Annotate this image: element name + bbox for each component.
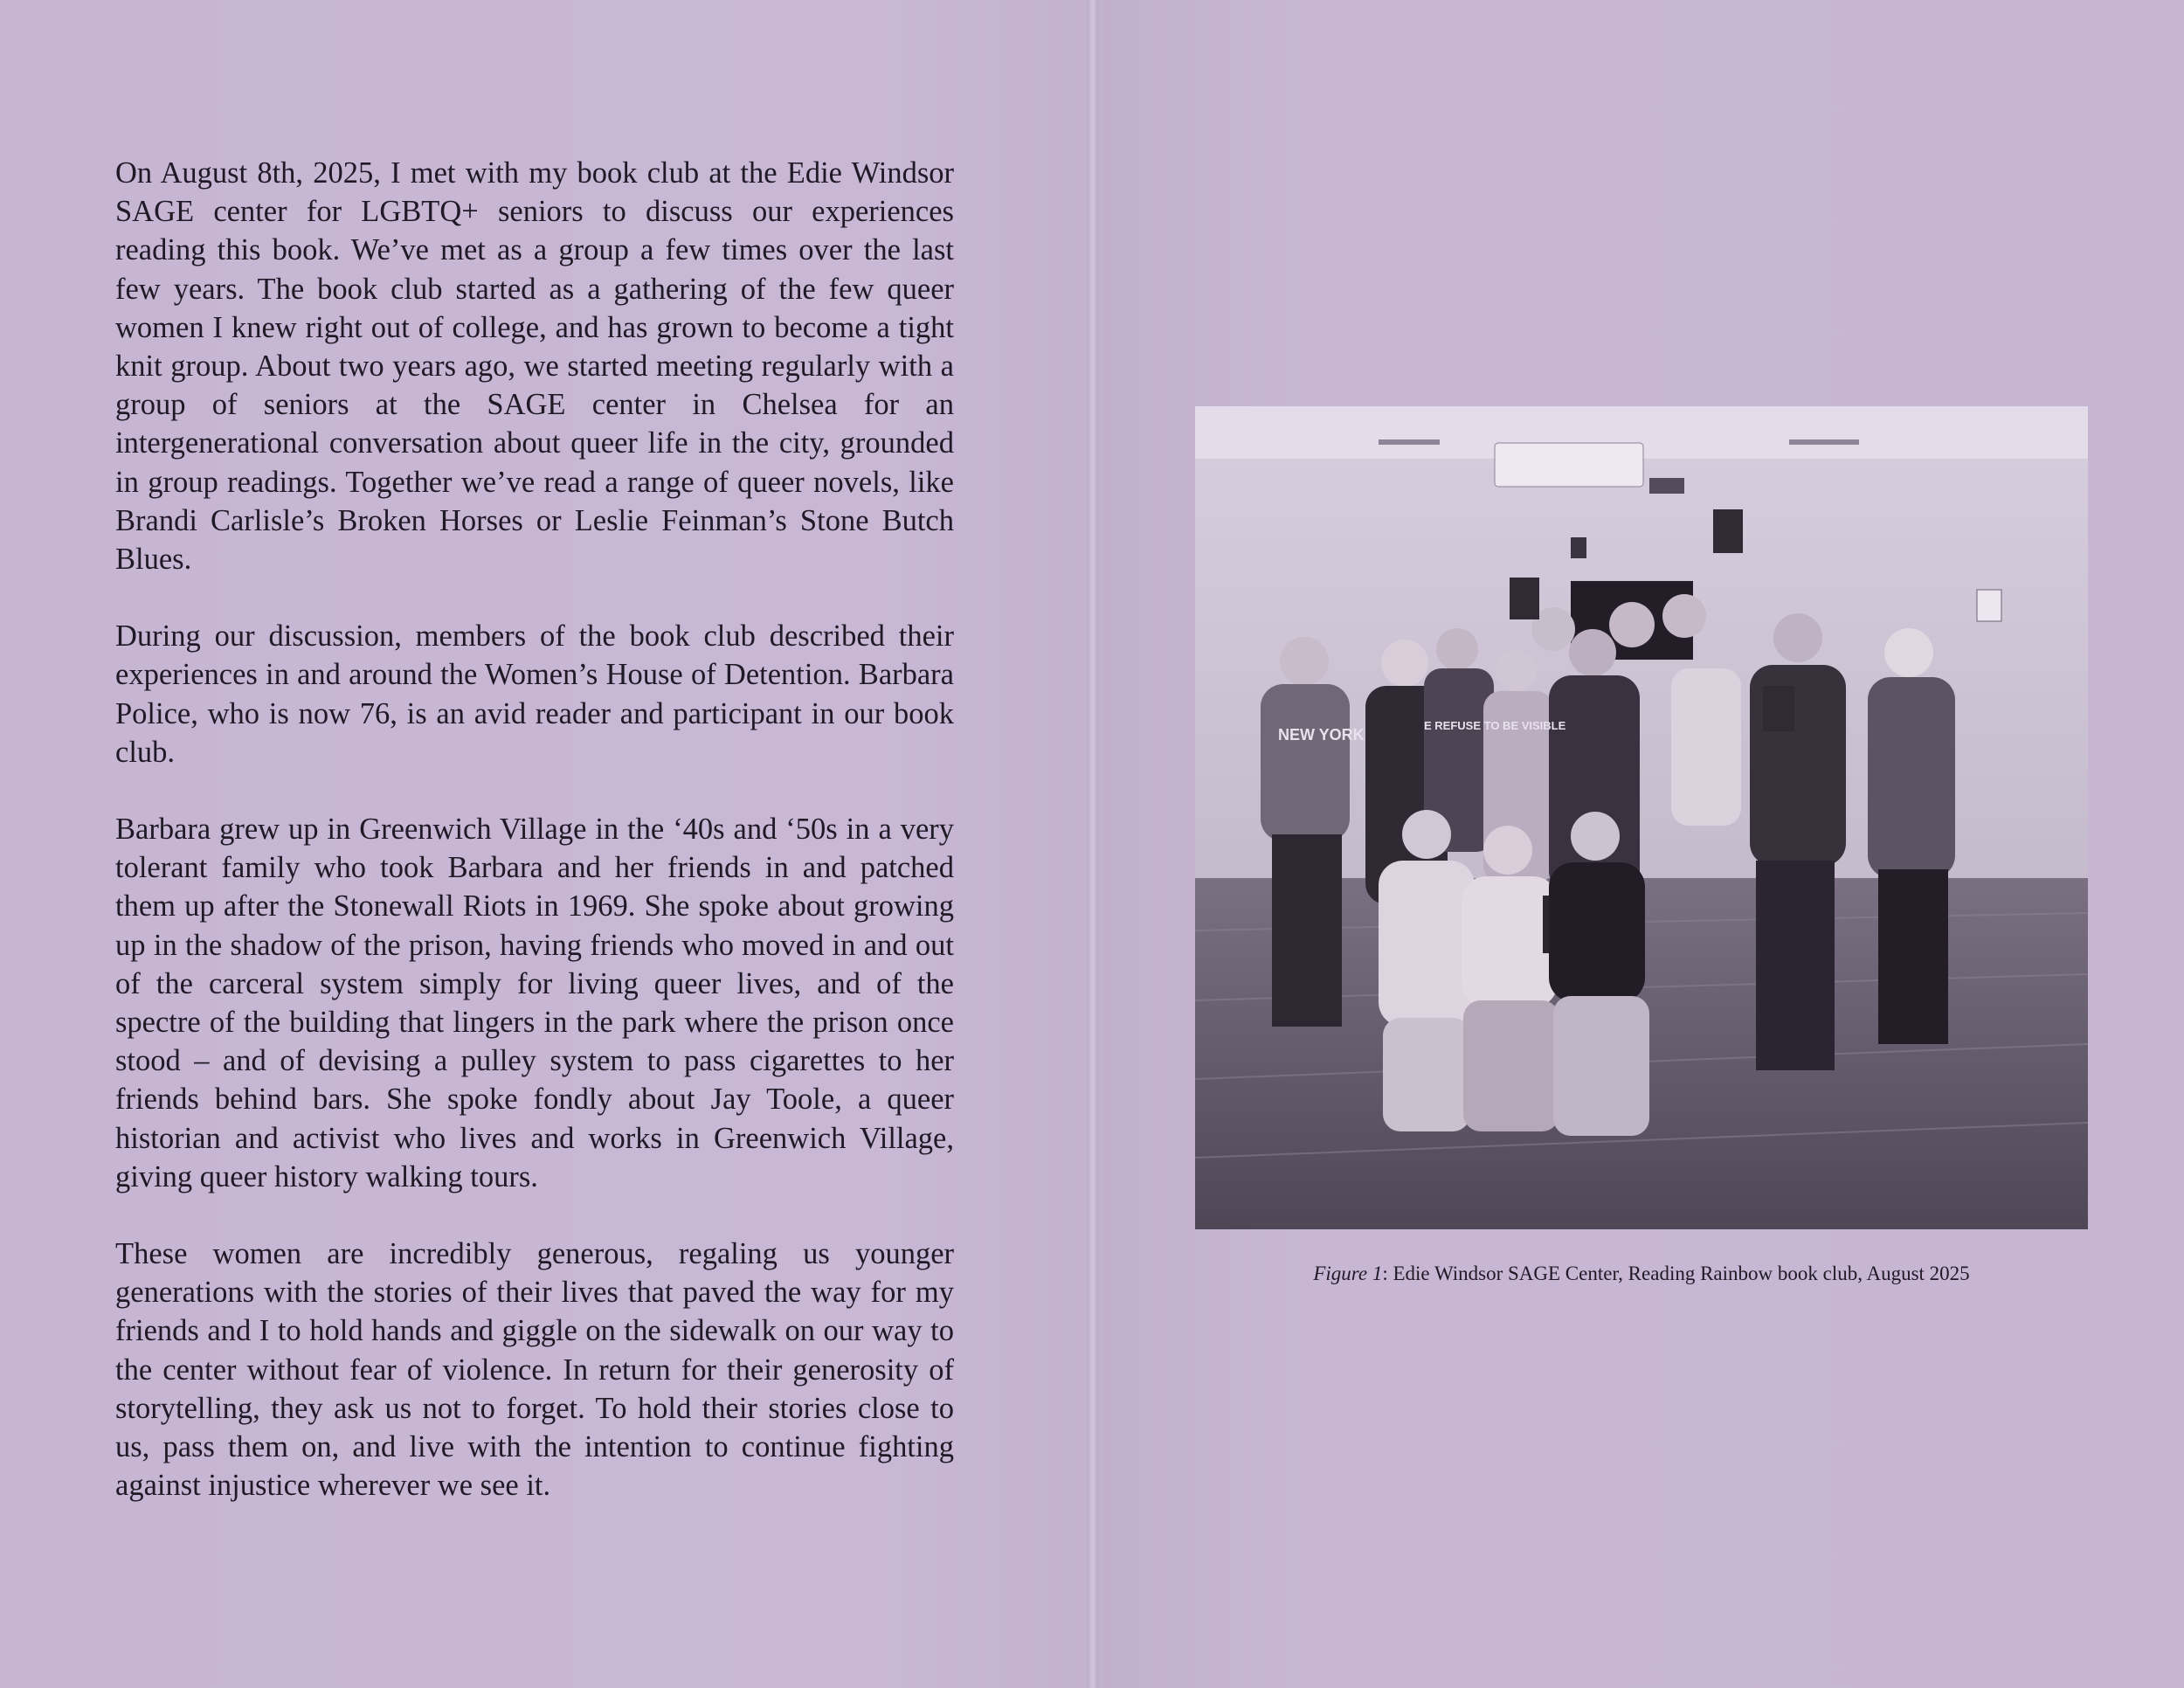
wall-sign: [1977, 590, 2001, 621]
paragraph-book-club-intro: On August 8th, 2025, I met with my book club at the Edie Windsor SAGE center for LGBTQ+ seniors to discuss our experiences reading this book. We’ve met as a group a few times over the last few years. The book club started as a gathering of the few queer women I knew right out of college, and has grown to become a tight knit group. About two years ago, we started meeting regularly with a group of seniors at the SAGE center in Chelsea for an intergenerational conversation about queer life in the city, grounded in group readings. Together we’ve read a range of queer novels, like Brandi Carlisle’s Broken Horses or Leslie Feinman’s Stone Butch Blues.: [115, 156, 954, 577]
wall-device: [1649, 478, 1684, 494]
paragraph-generosity: These women are incredibly generous, regaling us younger generations with the stories of their lives that paved the way for my friends and I to hold hands and giggle on the sidewalk on our way to the center without fear of violence. In return for their generosity of storytelling, they ask us not to forget. To hold their stories close to us, pass them on, and live with the intention to continue fighting against injustice wherever we see it.: [115, 1237, 954, 1503]
air-conditioner: [1495, 443, 1643, 487]
figure-caption: [1195, 1262, 2088, 1286]
ceiling-light: [1379, 439, 1440, 445]
group-photo-illustration: [1195, 406, 2088, 1229]
ceiling-light: [1789, 439, 1859, 445]
group-photo: [1195, 406, 2088, 1229]
page-gutter: [1083, 0, 1102, 1688]
figure-label: Figure 1: [1313, 1263, 1383, 1284]
shirt-text-refuse: E REFUSE TO BE VISIBLE: [1424, 719, 1566, 732]
paragraph-barbara: Barbara grew up in Greenwich Village in the ‘40s and ‘50s in a very tolerant family who took Barbara and her friends in and patched them up after the Stonewall Riots in 1969. She spoke about growing up in the shadow of the prison, having friends who moved in and out of the carceral system simply for living queer lives, and of the spectre of the building that lingers in the park where the prison once stood – and of devising a pulley system to pass cigarettes to her friends behind bars. She spoke fondly about Jay Toole, a queer historian and activist who lives and works in Greenwich Village, giving queer history walking tours.: [115, 813, 954, 1193]
paragraph-discussion: During our discussion, members of the book club described their experiences in and around the Women’s House of Detention. Barbara Police, who is now 76, is an avid reader and participant in our book club.: [115, 619, 954, 769]
figure-caption-text: : Edie Windsor SAGE Center, Reading Rainbow book club, August 2025: [1382, 1263, 1970, 1284]
exit-sign: [1571, 537, 1586, 558]
shirt-text-newyork: NEW YORK: [1278, 726, 1365, 744]
left-page: [115, 154, 954, 1544]
